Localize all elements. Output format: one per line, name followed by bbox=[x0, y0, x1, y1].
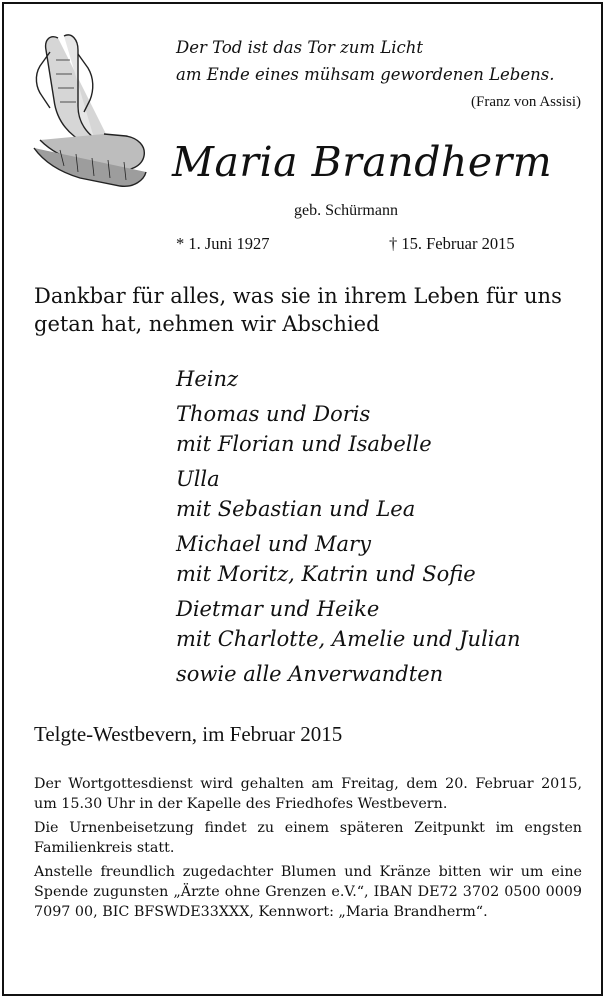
family-list bbox=[176, 364, 596, 694]
quote-line: Der Tod ist das Tor zum Licht bbox=[176, 38, 424, 57]
family-line: mit Florian und Isabelle bbox=[176, 432, 432, 456]
deceased-name: Maria Brandherm bbox=[172, 138, 553, 186]
family-line: sowie alle Anverwandten bbox=[176, 662, 444, 686]
obituary-card bbox=[2, 2, 603, 996]
family-line: Ulla bbox=[176, 467, 220, 491]
quote-block bbox=[176, 34, 581, 116]
intro-text: Dankbar für alles, was sie in ihrem Leben für uns getan hat, nehmen wir Abschied bbox=[34, 284, 562, 336]
family-line: Michael und Mary bbox=[176, 532, 371, 556]
quote-line: am Ende eines mühsam gewordenen Lebens. bbox=[176, 65, 555, 84]
death-date: † 15. Februar 2015 bbox=[389, 234, 515, 253]
birth-date: * 1. Juni 1927 bbox=[176, 234, 270, 253]
family-line: Heinz bbox=[176, 367, 239, 391]
family-line: Dietmar und Heike bbox=[176, 597, 380, 621]
service-note: Der Wortgottesdienst wird gehalten am Freitag, dem 20. Februar 2015, um 15.30 Uhr in der Kapelle des Friedhofes Westbevern. bbox=[34, 776, 582, 812]
family-line: Thomas und Doris bbox=[176, 402, 371, 426]
family-line: mit Moritz, Katrin und Sofie bbox=[176, 562, 476, 586]
notes-block bbox=[34, 774, 582, 926]
birth-name: geb. Schürmann bbox=[294, 202, 398, 219]
family-group bbox=[176, 399, 596, 459]
family-line: mit Charlotte, Amelie und Julian bbox=[176, 627, 521, 651]
praying-hands-icon bbox=[20, 30, 150, 190]
family-group bbox=[176, 364, 596, 394]
family-line: mit Sebastian und Lea bbox=[176, 497, 416, 521]
family-group bbox=[176, 464, 596, 524]
family-group bbox=[176, 659, 596, 689]
place-date: Telgte-Westbevern, im Februar 2015 bbox=[34, 722, 343, 746]
burial-note: Die Urnenbeisetzung findet zu einem späteren Zeitpunkt im engsten Familienkreis statt. bbox=[34, 820, 582, 856]
donation-note: Anstelle freundlich zugedachter Blumen und Kränze bitten wir um eine Spende zugunsten „Ärzte ohne Grenzen e.V.“, IBAN DE72 3702 0500 0009 7097 00, BIC BFSWDE33XXX, Kennwort: „Maria Brandherm“. bbox=[34, 864, 582, 920]
family-group bbox=[176, 529, 596, 589]
quote-author: (Franz von Assisi) bbox=[471, 94, 581, 110]
family-group bbox=[176, 594, 596, 654]
